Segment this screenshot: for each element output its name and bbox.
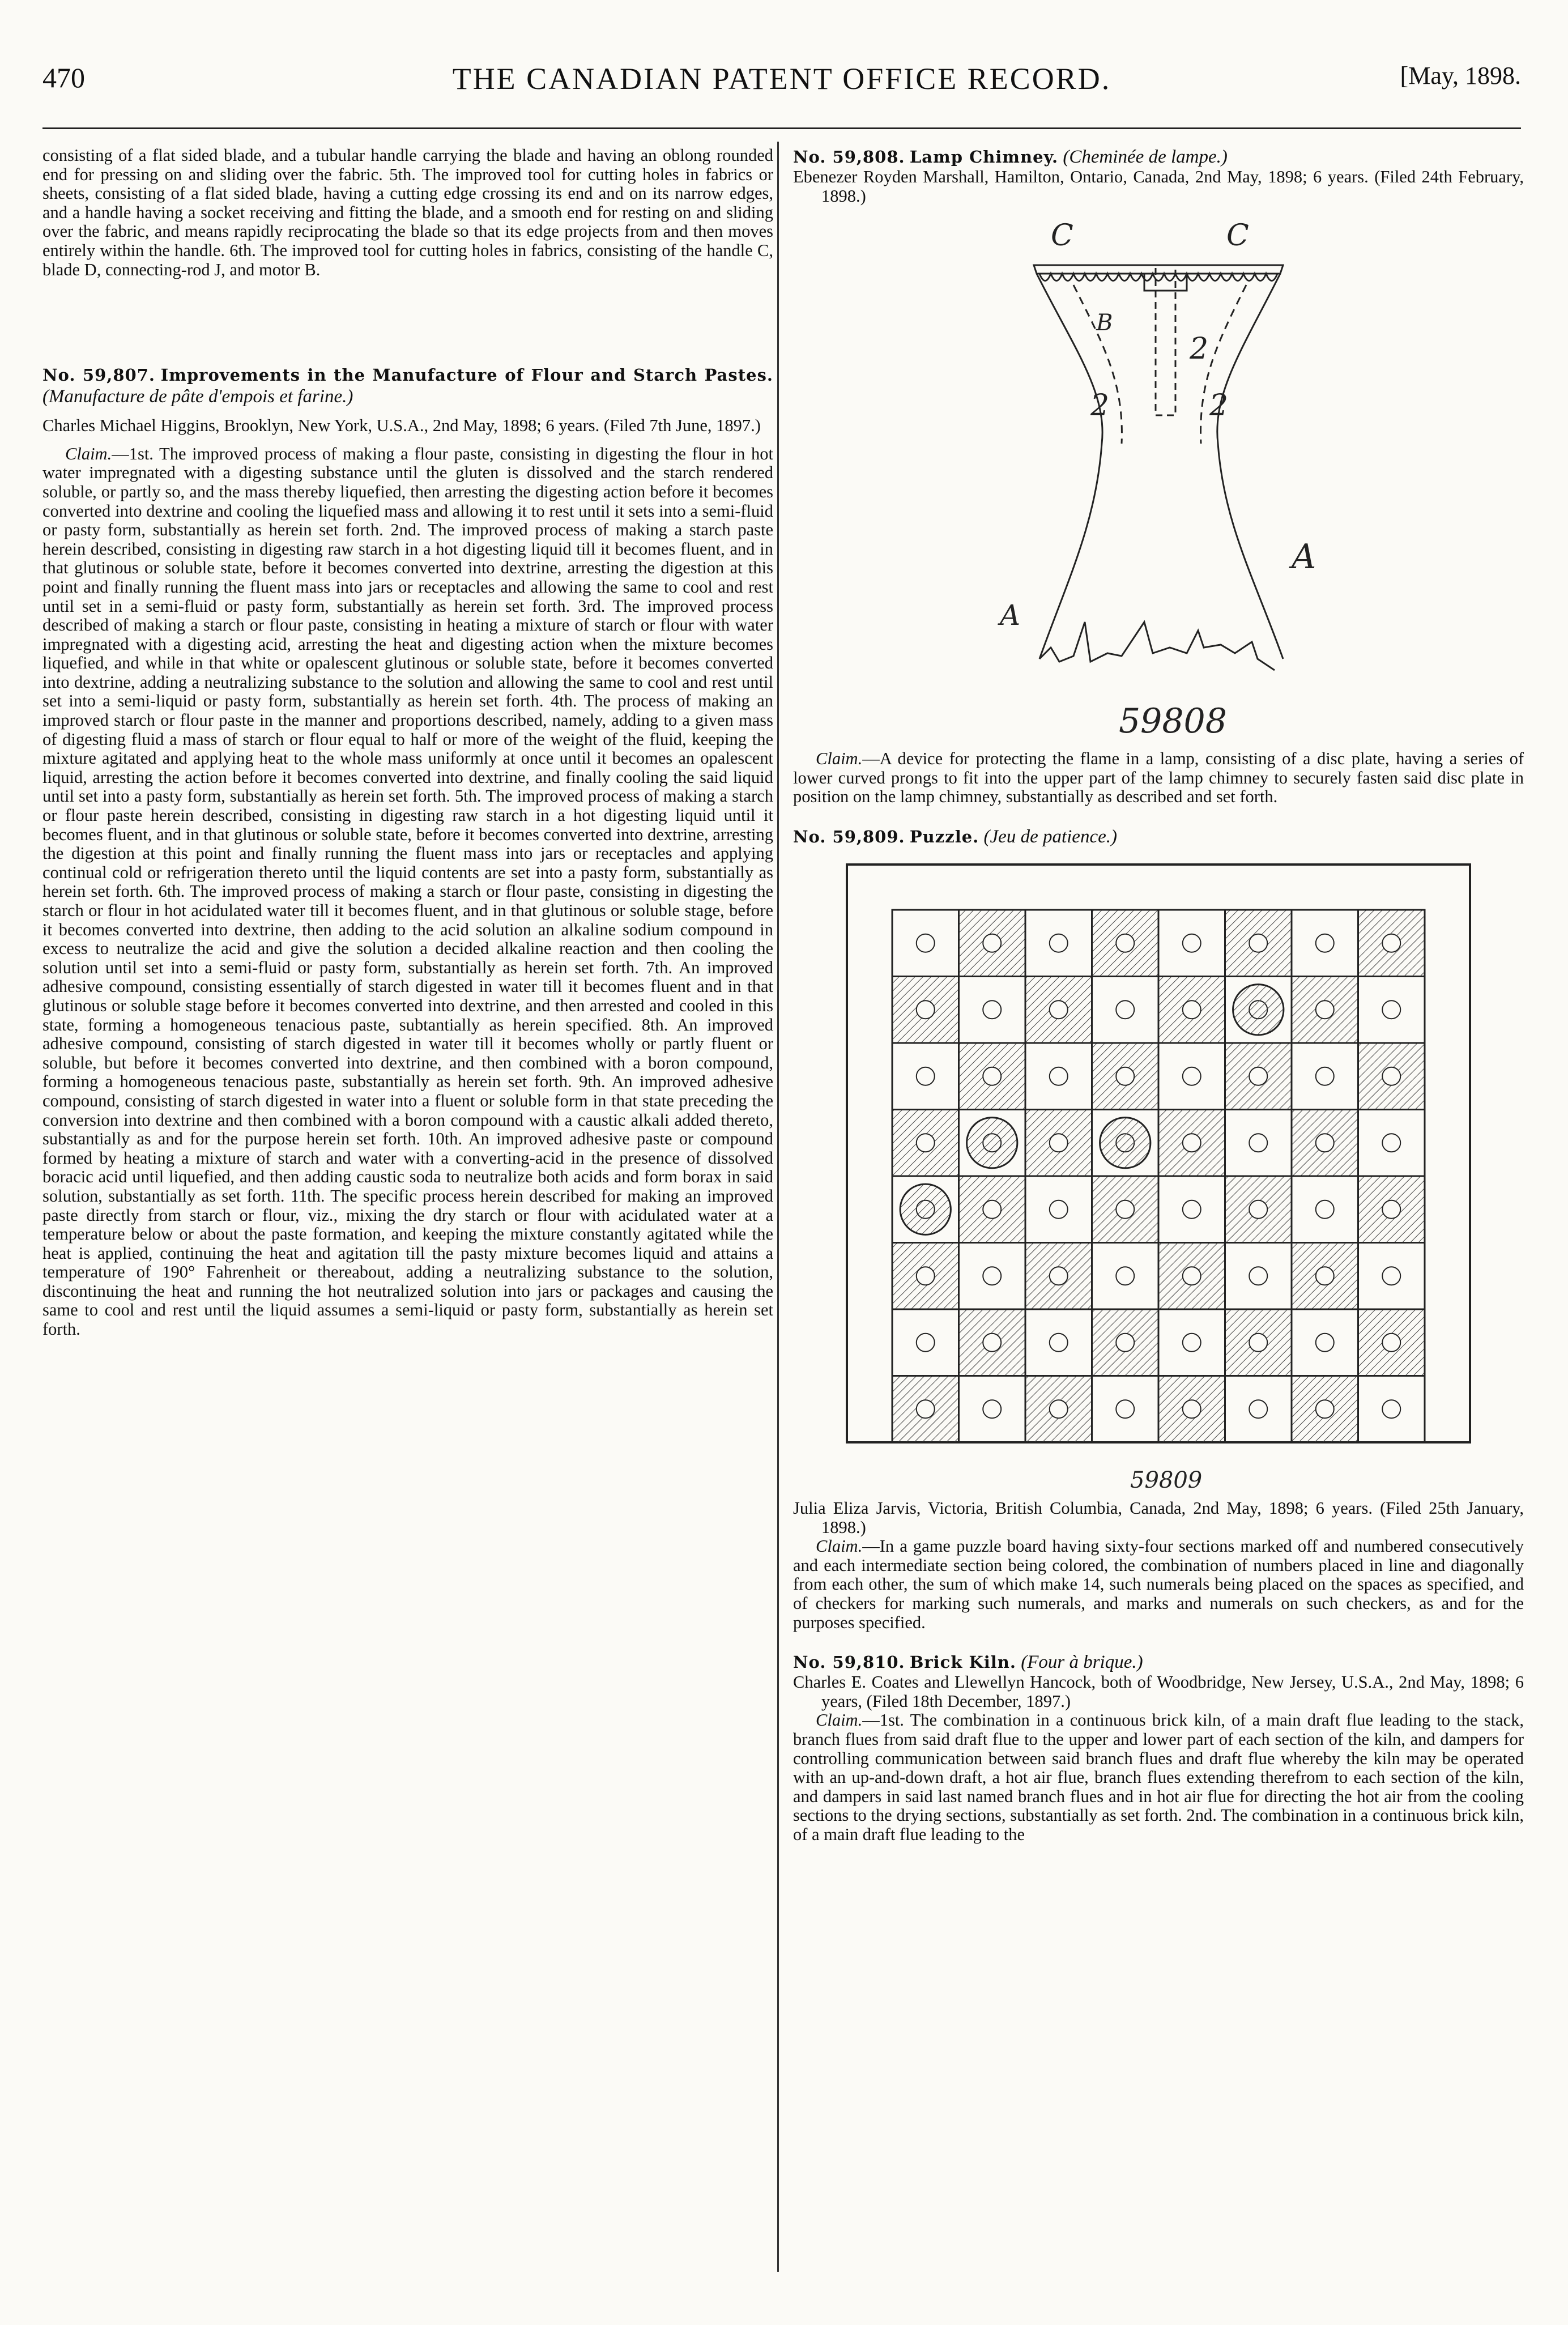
publication-title: THE CANADIAN PATENT OFFICE RECORD. (452, 62, 1111, 96)
puzzle-cell-marker (1183, 1067, 1201, 1085)
patent-french-title: (Jeu de patience.) (983, 826, 1117, 847)
puzzle-cell-marker (1050, 1400, 1068, 1418)
patent-claim (42, 445, 773, 1339)
puzzle-cell-marker (1183, 1000, 1201, 1019)
patent-claim (793, 750, 1524, 807)
puzzle-cell-marker (1183, 934, 1201, 952)
column-divider (777, 142, 779, 2272)
puzzle-cell-marker (917, 1267, 935, 1285)
puzzle-cell-marker (1249, 1334, 1267, 1352)
puzzle-cell-marker (1050, 1067, 1068, 1085)
chimney-right-wall (1217, 274, 1283, 659)
puzzle-cell-marker (1382, 1067, 1400, 1085)
puzzle-cell-marker (1116, 1267, 1134, 1285)
figure-label-2-left: 2 (1090, 389, 1110, 423)
puzzle-cell-marker (1050, 1000, 1068, 1019)
puzzle-cell-marker (917, 1400, 935, 1418)
figure-label-2-right: 2 (1209, 389, 1229, 423)
puzzle-cell-marker (1050, 1267, 1068, 1285)
puzzle-cell-marker (917, 934, 935, 952)
puzzle-cell-marker (1050, 1134, 1068, 1152)
patent-title: Improvements in the Manufacture of Flour and Starch Pastes. (160, 365, 774, 385)
puzzle-cell-marker (1249, 1267, 1267, 1285)
claim-label: Claim. (65, 444, 112, 463)
patent-french-title: (Manufacture de pâte d'empois et farine.) (42, 386, 353, 407)
patent-inventor: Charles Michael Higgins, Brooklyn, New York, U.S.A., 2nd May, 1898; 6 years. (Filed 7th June, 1897.) (42, 416, 761, 436)
puzzle-cell-marker (1316, 1400, 1334, 1418)
puzzle-cell-marker (1116, 1067, 1134, 1085)
patent-59807-heading (42, 364, 773, 407)
claim-text: —1st. The combination in a continuous brick kiln, of a main draft flue leading to the stack, branch flues from said draft flue to the upper and lower part of each section of the kiln, and dampers for controlling communication between said branch flues and draft flue whereby the kiln may be operated with an up-and-down draft, a hot air flue, branch flues extending therefrom to each section of the kiln, and dampers in said last named branch flues and in hot air flue for directing the hot air from the cooling sections to the drying sections, substantially as set forth. 2nd. The combination in a continuous brick kiln, of a main draft flue leading to the (793, 1710, 1524, 1844)
patent-inventor: Julia Eliza Jarvis, Victoria, British Columbia, Canada, 2nd May, 1898; 6 years. (Filed 25th January, 1898.) (793, 1498, 1524, 1537)
puzzle-cell-marker (983, 1334, 1001, 1352)
puzzle-cell-marker (1116, 1000, 1134, 1019)
right-column (793, 146, 1524, 1844)
chimney-broken-edge (1039, 622, 1275, 670)
patent-title: Puzzle. (909, 827, 979, 846)
chimney-left-wall (1037, 274, 1102, 659)
figure-label-b: B (1096, 310, 1113, 337)
claim-label: Claim. (816, 1536, 863, 1556)
puzzle-cell-marker (1382, 1200, 1400, 1219)
puzzle-cell-marker (983, 1067, 1001, 1085)
puzzle-cell-marker (1382, 1000, 1400, 1019)
checker-piece (900, 1184, 951, 1234)
claim-text: —In a game puzzle board having sixty-four sections marked off and numbered consecutively and each intermediate section being colored, the combination of numbers placed in line and diagonally from each other, the sum of which make 14, such numerals being placed on the spaces as specified, and of checkers for marking such numerals, and marks and numerals on such checkers, as and for the purposes specified. (793, 1536, 1524, 1632)
puzzle-cell-marker (1116, 1400, 1134, 1418)
puzzle-cell-marker (983, 1200, 1001, 1219)
figure-label-a-right: A (1292, 537, 1316, 577)
puzzle-board-drawing (836, 848, 1481, 1499)
patent-number: No. 59,809. (793, 827, 905, 846)
puzzle-cell-marker (1183, 1267, 1201, 1285)
patent-french-title: (Four à brique.) (1021, 1652, 1143, 1673)
puzzle-cell-marker (1116, 1200, 1134, 1219)
puzzle-cell-marker (1183, 1334, 1201, 1352)
puzzle-cell-marker (1050, 1200, 1068, 1219)
patent-number: No. 59,810. (793, 1653, 905, 1672)
patent-59810-heading (793, 1651, 1524, 1673)
patent-number: No. 59,808. (793, 147, 905, 167)
puzzle-cell-marker (1316, 1267, 1334, 1285)
puzzle-cell-marker (1249, 1067, 1267, 1085)
header-rule (42, 127, 1521, 129)
continuation-text: consisting of a flat sided blade, and a tubular handle carrying the blade and having an oblong rounded end for pressing on and sliding over the fabric. 5th. The improved tool for cutting holes in fabrics or sheets, consisting of a flat sided blade, having a cutting edge crossing its end and on its narrow edges, and a handle having a socket receiving and fitting the blade, and a smooth end for resting on and sliding over the fabric, and means rapidly reciprocating the blade so that its edge projects from and then moves entirely within the handle. 6th. The improved tool for cutting holes in fabrics, consisting of the handle C, blade D, connecting-rod J, and motor B. (42, 146, 773, 279)
puzzle-cell-marker (983, 934, 1001, 952)
patent-title: Brick Kiln. (909, 1653, 1016, 1672)
claim-label: Claim. (816, 1710, 863, 1730)
figure-number: 59809 (1130, 1467, 1203, 1493)
puzzle-cell-marker (1382, 1134, 1400, 1152)
claim-text: —1st. The improved process of making a flour paste, consisting in digesting the flour in hot water impregnated with a digesting substance until the gluten is dissolved and the starch rendered soluble, or partly so, and the mass thereby liquefied, then arresting the digesting action before it becomes converted into dextrine and cooling the liquefied mass and allowing it to rest until it sets into a semi-fluid or pasty form, substantially as herein set forth. 2nd. The improved process of making a starch paste herein described, consisting in digesting raw starch in a hot digesting liquid till it becomes fluent, and in that glutinous or soluble state, before it becomes converted into dextrine, arresting the digestion at this point and finally running the fluent mass into jars or receptacles and allowing the same to cool and rest until set in a semi-fluid or pasty form, substantially as herein set forth. 3rd. The improved process described of making a starch or flour paste, consisting in heating a mixture of starch or flour with water impregnated with a digesting acid, arresting the heat and digesting action when the mixture becomes liquefied, and while in that white or opalescent glutinous or soluble state, before it becomes converted into dextrine, adding a neutralizing substance to the solution and allowing the same to cool and rest until set into a semi-liquid or pasty form, substantially as herein set forth. 4th. The process of making an improved starch or flour paste in the manner and proportions described, namely, adding to a given mass of digesting fluid a mass of starch or flour equal to half or more of the weight of the fluid, keeping the mixture agitated and applying heat to the whole mass uniformly at once until it becomes an opalescent liquid, arresting the action before it becomes converted into dextrine, and finally cooling the said liquid until set into a pasty form, substantially as herein set forth. 5th. The improved process of making a starch or flour paste herein described, consisting in digesting raw starch in a hot digesting liquid until it becomes fluent, and in that glutinous or soluble state, before it becomes converted into dextrine, arresting the digestion at this point and finally running the fluent mass into jars or receptacles and applying continual cold or refrigeration thereto until the liquid contents are set into a pasty form, substantially as herein set forth. 6th. The improved process of making a starch or flour paste, consisting in digesting the starch or flour in hot acidulated water till it becomes fluent, and in that glutinous or soluble stage, before it becomes converted into dextrine, then adding to the acid solution an alkaline sodium compound in excess to neutralize the acid and give the solution a decided alkaline reaction and then cooling the solution until set into a semi-fluid or pasty form, substantially as herein set forth. 7th. An improved adhesive compound, consisting essentially of starch digested in water till it becomes fluent and in that glutinous or soluble stage before it becomes converted into dextrine, and then arrested and cooled in this state, forming a homogeneous tenacious paste, subtantially as herein specified. 8th. An improved adhesive compound, consisting of starch digested in water till it becomes wholly or partly fluent or soluble, but before it becomes converted into dextrine, and then combined with a boron compound, forming a homogeneous tenacious paste, substantially as herein set forth. 9th. An improved adhesive compound, consisting of starch digested in water into a fluent or soluble form in that state preceding the conversion into dextrine and then combined with a boron compound with a caustic alkali added thereto, substantially as and for the purpose herein set forth. 10th. An improved adhesive paste or compound formed by heating a mixture of starch and water with a converting-acid in the presence of dissolved boracic acid until liquefied, and then adding caustic soda to neutralize both acids and form borax in said solution, substantially as set forth. 11th. The specific process herein described for making an improved paste directly from starch or flour, viz., mixing the dry starch or flour with acidulated water at a temperature below or about the paste formation, and keeping the mixture constantly agitated while the heat is applied, continuing the heat and agitation till the pasty mixture becomes liquid and attains a temperature of 190° Fahrenheit or thereabout, adding a neutralizing substance to the solution, discontinuing the heat and running the hot neutralized solution into jars or packages and causing the same to cool and rest until the liquid assumes a semi-liquid or pasty form, substantially as herein set forth. (42, 444, 773, 1339)
puzzle-cell-marker (917, 1067, 935, 1085)
puzzle-figure (793, 848, 1524, 1499)
checker-piece (1233, 985, 1284, 1035)
puzzle-cell-marker (1249, 934, 1267, 952)
puzzle-cell-marker (1249, 1134, 1267, 1152)
puzzle-cell-marker (1249, 1400, 1267, 1418)
puzzle-cell-marker (1382, 1400, 1400, 1418)
puzzle-cell-marker (983, 1000, 1001, 1019)
puzzle-cell-marker (1316, 1134, 1334, 1152)
patent-claim (793, 1537, 1524, 1632)
puzzle-cell-marker (917, 1334, 935, 1352)
puzzle-cell-marker (1183, 1400, 1201, 1418)
puzzle-cell-marker (1050, 934, 1068, 952)
puzzle-cell-marker (917, 1000, 935, 1019)
puzzle-cell-marker (983, 1267, 1001, 1285)
patent-59808-heading (793, 146, 1524, 168)
page-number: 470 (42, 62, 85, 93)
patent-inventor: Ebenezer Royden Marshall, Hamilton, Ontario, Canada, 2nd May, 1898; 6 years. (Filed 24th February, 1898.) (793, 167, 1524, 206)
patent-number: No. 59,807. (42, 365, 156, 385)
puzzle-cell-marker (1249, 1200, 1267, 1219)
puzzle-cell-marker (1316, 1334, 1334, 1352)
puzzle-cell-marker (917, 1134, 935, 1152)
claim-text: —A device for protecting the flame in a lamp, consisting of a disc plate, having a series of lower curved prongs to fit into the upper part of the lamp chimney to securely fasten said disc plate in position on the lamp chimney, substantially as described and set forth. (793, 749, 1524, 807)
puzzle-cell-marker (1316, 1200, 1334, 1219)
figure-label-2-upper: 2 (1190, 332, 1209, 367)
puzzle-cell-marker (983, 1400, 1001, 1418)
puzzle-cell-marker (1183, 1134, 1201, 1152)
puzzle-cell-marker (1183, 1200, 1201, 1219)
patent-title: Lamp Chimney. (909, 147, 1059, 167)
patent-inventor: Charles E. Coates and Llewellyn Hancock, both of Woodbridge, New Jersey, U.S.A., 2nd May, 1898; 6 years, (Filed 18th December, 1897.) (793, 1672, 1524, 1711)
figure-label-a-left: A (1000, 599, 1021, 632)
figure-number: 59808 (1119, 701, 1227, 742)
claim-label: Claim. (816, 749, 863, 769)
page-header (42, 61, 1521, 107)
figure-label-c-right: C (1226, 219, 1249, 253)
puzzle-cell-marker (1382, 1267, 1400, 1285)
patent-claim (793, 1711, 1524, 1844)
checker-piece (967, 1118, 1017, 1168)
puzzle-cell-marker (1116, 934, 1134, 952)
puzzle-grid (892, 910, 1425, 1442)
puzzle-cell-marker (1316, 1067, 1334, 1085)
lamp-chimney-drawing (960, 206, 1357, 750)
checker-piece (1100, 1118, 1151, 1168)
disc-plate (1034, 265, 1283, 274)
puzzle-cell-marker (1382, 1334, 1400, 1352)
left-column (42, 146, 773, 1339)
figure-label-c-left: C (1051, 219, 1073, 253)
prongs (1039, 274, 1277, 281)
puzzle-cell-marker (1050, 1334, 1068, 1352)
patent-french-title: (Cheminée de lampe.) (1063, 147, 1228, 167)
lamp-chimney-figure (793, 206, 1524, 750)
puzzle-cell-marker (1116, 1334, 1134, 1352)
puzzle-cell-marker (1316, 934, 1334, 952)
puzzle-cell-marker (1382, 934, 1400, 952)
patent-59809-heading (793, 826, 1524, 848)
puzzle-cell-marker (1316, 1000, 1334, 1019)
issue-date: [May, 1898. (1400, 62, 1521, 90)
